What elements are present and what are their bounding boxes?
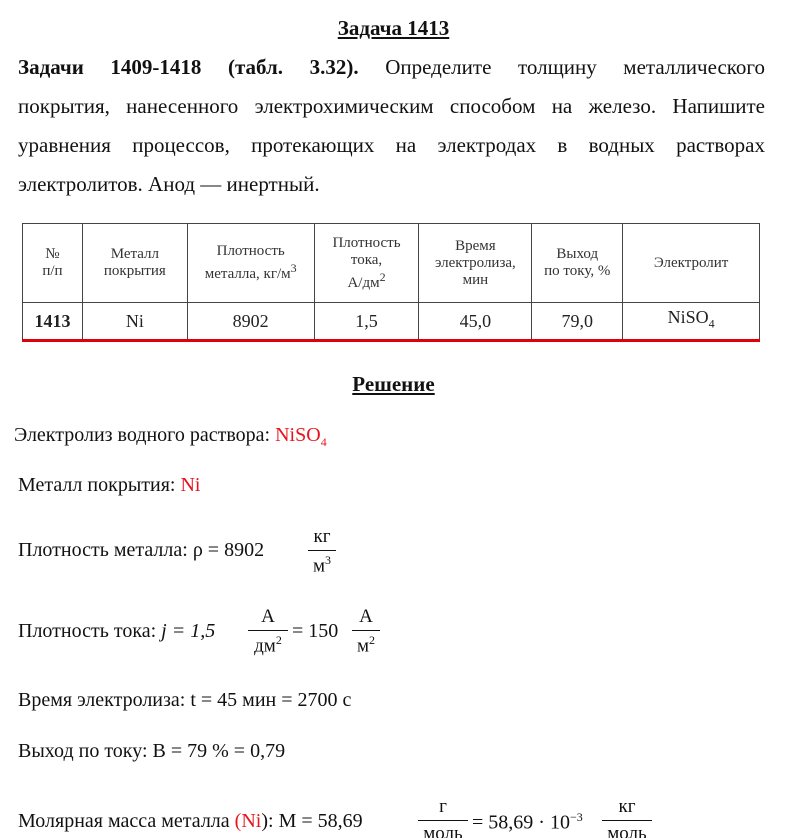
header-current-density: Плотность тока, $А/дм^2$ [314, 224, 419, 303]
problem-line: уравнения процессов, протекающих на электродах в водных растворах [18, 133, 765, 157]
cell-current-density: 1,5 [314, 303, 419, 340]
solution-title: Решение [352, 372, 435, 396]
molar-converted: = $58,69 \cdot 10^{-3}$ [472, 810, 583, 834]
header-number: № п/п [23, 224, 83, 303]
problem-ref: Задачи 1409-1418 (табл. 3.32). [18, 55, 359, 79]
cell-number: 1413 [23, 303, 83, 340]
problem-line: Определите толщину металлического [385, 55, 766, 79]
header-time: Время электролиза, мин [419, 224, 532, 303]
table-header-row [23, 224, 760, 303]
table-underline [22, 339, 760, 342]
header-density: Плотность металла, $кг/м^3$ [187, 224, 314, 303]
page-title: Задача 1413 [337, 16, 450, 40]
cell-electrolyte: NiSO$_4$ [623, 303, 760, 340]
header-electrolyte: Электролит [623, 224, 760, 303]
density-unit: кг $м^3$ [308, 526, 336, 577]
cell-density: 8902 [187, 303, 314, 340]
cell-metal: Ni [82, 303, 187, 340]
current-density-line: Плотность тока: j = 1,5 [18, 620, 216, 642]
table-row [23, 303, 760, 340]
problem-statement [18, 48, 765, 204]
metal-line: Металл покрытия: Ni [18, 474, 201, 496]
problem-line: покрытия, нанесенного электрохимическим способом на железо. Напишите [18, 94, 765, 118]
time-line: Время электролиза: t = 45 мин = 2700 с [18, 689, 352, 711]
header-yield: Выход по току, % [532, 224, 623, 303]
density-line: Плотность металла: ρ = 8902 [18, 539, 265, 561]
current-converted: = 150 [292, 620, 339, 642]
molar-mass-line: Молярная масса металла (Ni): M = 58,69 [18, 810, 363, 832]
header-metal: Металл покрытия [82, 224, 187, 303]
problem-line: электролитов. Анод — инертный. [18, 172, 320, 196]
data-table [22, 223, 760, 340]
cell-yield: 79,0 [532, 303, 623, 340]
cell-time: 45,0 [419, 303, 532, 340]
current-unit-2: А $м^2$ [352, 606, 380, 657]
current-unit-1: А $дм^2$ [248, 606, 288, 657]
molar-unit-1: г моль [418, 796, 468, 838]
molar-unit-2: кг моль [602, 796, 652, 838]
electrolysis-line: Электролиз водного раствора: NiSO$_4$ [14, 424, 327, 449]
yield-line: Выход по току: B = 79 % = 0,79 [18, 740, 286, 762]
